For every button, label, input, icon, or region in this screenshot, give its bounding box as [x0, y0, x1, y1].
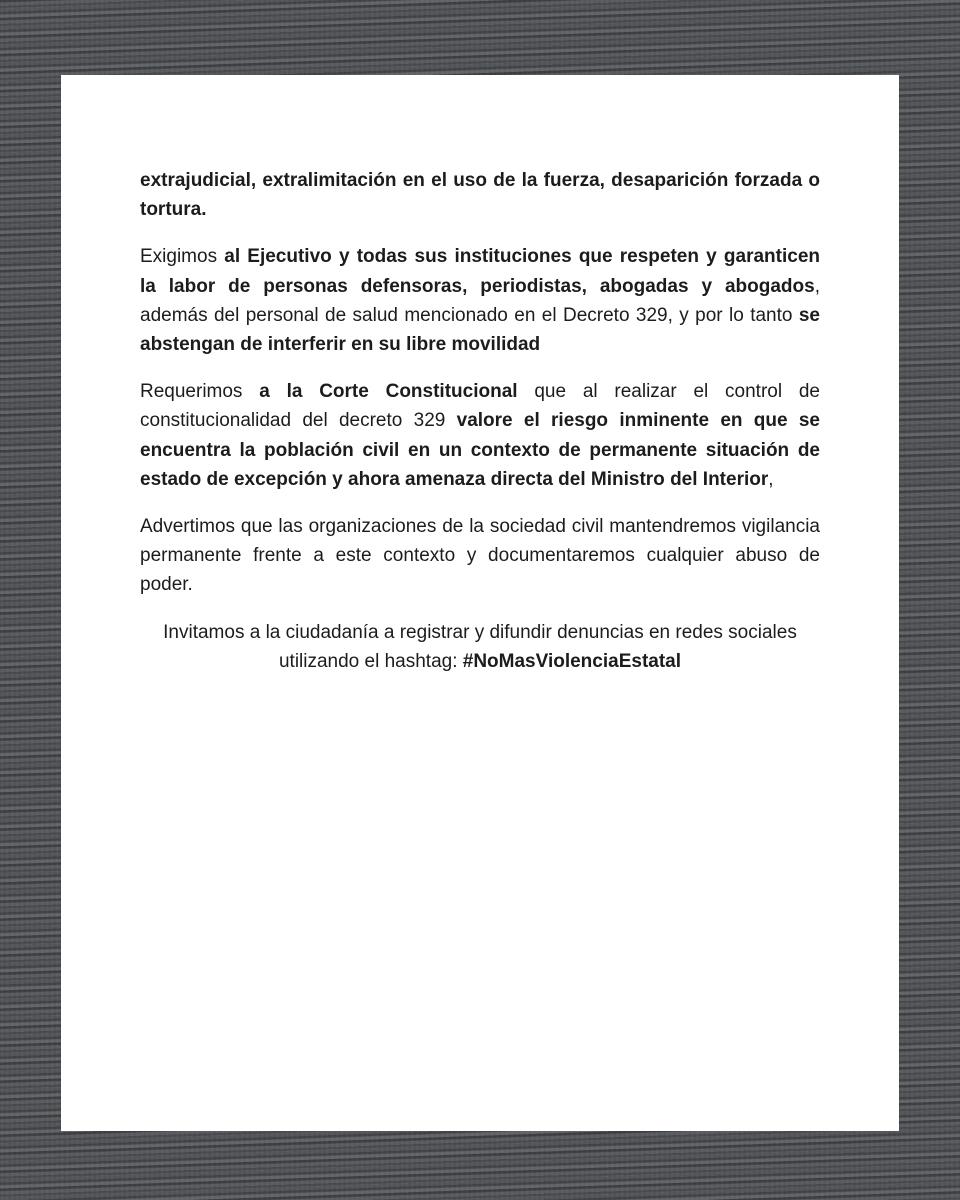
- bold-text: extrajudicial, extralimitación en el uso de la fuerza, desaparición forzada o tortura.: [140, 170, 820, 221]
- document-page: [61, 75, 899, 1131]
- regular-text: Advertimos que las organizaciones de la sociedad civil mantendremos vigilancia permanente frente a este contexto y documentaremos cualquier abuso de poder.: [140, 516, 820, 596]
- regular-text: Exigimos: [140, 246, 225, 268]
- paragraph-1: [140, 166, 820, 224]
- hashtag: #NoMasViolenciaEstatal: [462, 650, 682, 672]
- regular-text: ,: [768, 468, 774, 490]
- regular-text: , además del personal de salud mencionado en el Decreto 329, y por lo tanto: [140, 275, 820, 326]
- bold-text: se abstengan de interferir en su libre movilidad: [140, 304, 820, 356]
- regular-text: Invitamos a la ciudadanía a registrar y difundir denuncias en redes sociales utilizando el hashtag:: [163, 621, 797, 672]
- document-body: [140, 166, 820, 694]
- paragraph-3: [140, 377, 820, 494]
- bold-text: a la Corte Constitucional: [259, 381, 518, 403]
- regular-text: que al realizar el control de constitucionalidad del decreto 329: [140, 381, 820, 432]
- paragraph-4: [140, 512, 820, 600]
- bold-text: al Ejecutivo y todas sus instituciones que respeten y garanticen la labor de personas defensoras, periodistas, abogadas y abogados: [140, 246, 820, 297]
- paragraph-5-hashtag-invitation: [140, 618, 820, 676]
- paragraph-2: [140, 242, 820, 359]
- bold-text: valore el riesgo inminente en que se encuentra la población civil en un contexto de permanente situación de estado de excepción y ahora amenaza directa del Ministro del Interior: [140, 410, 820, 490]
- regular-text: Requerimos: [140, 381, 260, 403]
